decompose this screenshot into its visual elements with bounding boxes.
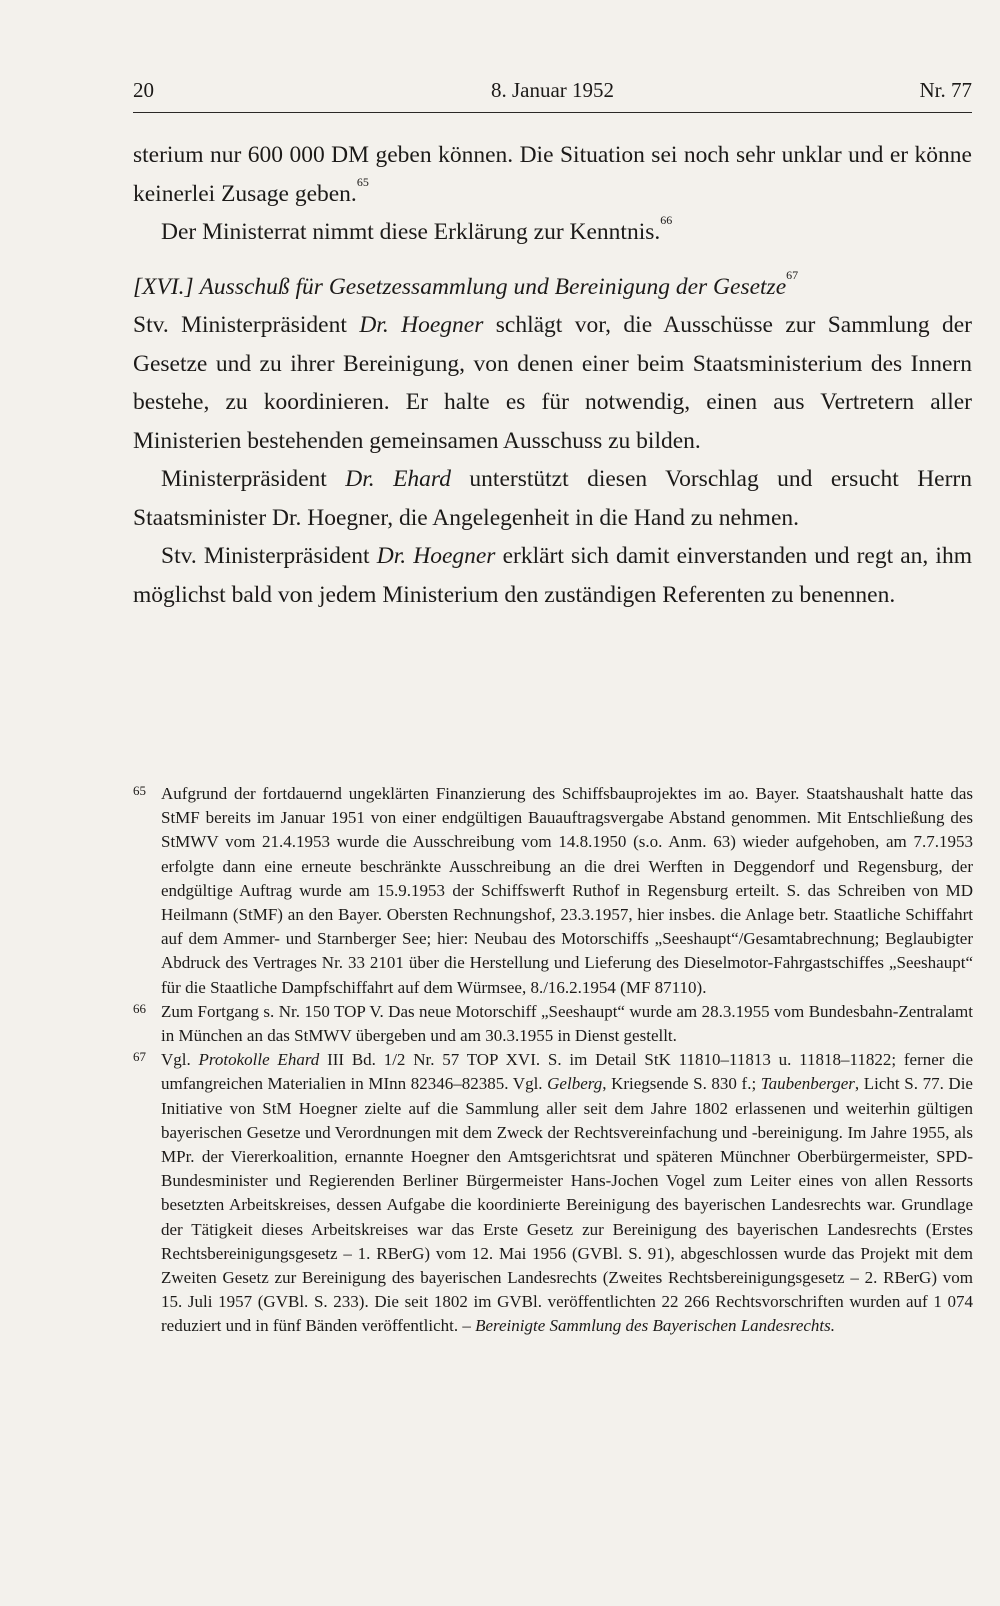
footnote-number: 67 (133, 1049, 146, 1065)
paragraph-text: unterstützt diesen Vorschlag und ersucht Herrn Staatsminister Dr. Hoegner, die Angelegenheit in die Hand zu nehmen. (133, 466, 972, 531)
paragraph (133, 537, 972, 614)
footnote-part-italic: Protokolle Ehard (198, 1050, 320, 1070)
footnote-part: , Licht S. 77. Die Initiative von StM Hoegner zielte auf die Sammlung aller seit dem Jahre 1802 erlassenen und weiterhin gültigen bayerischen Gesetze und Verordnungen mit dem Zweck der Rechtsvereinfachung und -bereinigung. Im Jahre 1955, als MPr. der Viererkoalition, ernannte Hoegner den Amtsgerichtsrat und späteren Münchner Oberbürgermeister, SPD-Bundesminister und Regierenden Berliner Bürgermeister Hans-Jochen Vogel zum Leiter eines von allen Ressorts besetzten Arbeitskreises, dessen Aufgabe die koordinierte Bereinigung des bayerischen Landesrechts war. Grundlage der Tätigkeit dieses Arbeitskreises war das Erste Gesetz zur Bereinigung des bayerischen Landesrechts (Erstes Rechtsbereinigungsgesetz – 1. RBerG) vom 12. Mai 1956 (GVBl. S. 91), abgeschlossen wurde das Projekt mit dem Zweiten Gesetz zur Bereinigung des bayerischen Landesrechts (Zweites Rechtsbereinigungsgesetz – 2. RBerG) vom 15. Juli 1957 (GVBl. S. 233). Die seit 1802 im GVBl. veröffentlichten 22 266 Rechtsvorschriften wurden auf 1 074 reduziert und in fünf Bänden veröffentlicht. – (161, 1074, 973, 1336)
paragraph-text: schlägt vor, die Ausschüsse zur Sammlung der Gesetze und zu ihrer Bereinigung, von denen einer beim Staatsministerium des Innern bestehe, zu koordinieren. Er halte es für notwendig, einen aus Vertretern aller Ministerien bestehenden gemeinsamen Ausschuss zu bilden. (133, 312, 972, 454)
paragraph-text: Stv. Ministerpräsident (133, 312, 360, 338)
paragraph (133, 460, 972, 537)
paragraph (133, 136, 972, 213)
header-date: 8. Januar 1952 (490, 78, 615, 102)
footnote (133, 782, 973, 1000)
heading-number: [XVI.] (133, 273, 194, 300)
footnote-text (161, 1048, 973, 1338)
footnote-part-italic: Taubenberger (760, 1074, 855, 1094)
footnote-part: , Kriegsende S. 830 f.; (602, 1074, 761, 1094)
footnote-text: Aufgrund der fortdauernd ungeklärten Finanzierung des Schiffsbauprojektes im ao. Bayer. Staatshaushalt hatte das StMF bereits im Januar 1951 von einer endgültigen Bauauftragsvergabe Abstand genommen. Mit Entschließung des StMWV vom 21.4.1953 wurde die Ausschreibung vom 14.8.1950 (s.o. Anm. 63) wieder aufgehoben, am 7.7.1953 erfolgte dann eine erneute beschränkte Ausschreibung an die drei Werften in Deggendorf und Regensburg, der endgültige Auftrag wurde am 15.9.1953 der Schiffswerft Ruthof in Regensburg erteilt. S. das Schreiben von MD Heilmann (StMF) an den Bayer. Obersten Rechnungshof, 23.3.1957, hier insbes. die Anlage betr. Staatliche Schiffahrt auf dem Ammer- und Starnberger See; hier: Neubau des Motorschiffs „Seeshaupt“/Gesamtabrechnung; Beglaubigter Abdruck des Vertrages Nr. 33 2101 über die Herstellung und Lieferung des Dieselmotor-Fahrgastschiffes „Seeshaupt“ für die Staatliche Dampfschiffahrt auf dem Würmsee, 8./16.2.1954 (MF 87110). (161, 784, 973, 997)
paragraph (133, 213, 972, 252)
footnote-ref[interactable]: 67 (786, 267, 799, 282)
footnote-number: 66 (133, 1000, 146, 1016)
speaker-name: Dr. Hoegner (376, 543, 496, 569)
footnote-text: Zum Fortgang s. Nr. 150 TOP V. Das neue Motorschiff „Seeshaupt“ wurde am 28.3.1955 vom Bundesbahn-Zentralamt in München an das StMWV übergeben und am 30.3.1955 in Dienst gestellt. (161, 1001, 973, 1046)
agenda-heading (133, 268, 972, 307)
footnote-part-italic: Gelberg (547, 1074, 603, 1094)
paragraph (133, 306, 972, 460)
running-header (133, 76, 972, 113)
footnote (133, 1000, 973, 1048)
footnotes (133, 782, 973, 1339)
page-number: 20 (133, 78, 154, 102)
speaker-name: Dr. Hoegner (359, 312, 484, 338)
paragraph-text: erklärt sich damit einverstanden und regt an, ihm möglichst bald von jedem Ministerium den zuständigen Referenten zu benennen. (133, 543, 972, 608)
footnote-part: III Bd. 1/2 Nr. 57 TOP XVI. S. im Detail StK 11810–11813 u. 11818–11822; ferner die umfangreichen Materialien in MInn 82346–82385. Vgl. (161, 1050, 974, 1094)
speaker-name: Dr. Ehard (345, 466, 451, 492)
paragraph-text: Stv. Ministerpräsident (161, 543, 377, 569)
paragraph-text: Ministerpräsident (161, 466, 346, 492)
paragraph-text: sterium nur 600 000 DM geben können. Die Situation sei noch sehr unklar und er könne keinerlei Zusage geben. (133, 142, 972, 207)
footnote-ref[interactable]: 65 (356, 174, 369, 189)
footnote-ref[interactable]: 66 (660, 213, 673, 227)
paragraph-text: Der Ministerrat nimmt diese Erklärung zur Kenntnis. (161, 219, 661, 245)
document-number: Nr. 77 (919, 78, 972, 102)
heading-title: Ausschuß für Gesetzessammlung und Bereinigung der Gesetze (199, 273, 787, 300)
footnote (133, 1048, 973, 1338)
main-text (133, 136, 972, 614)
footnote-part-italic: Bereinigte Sammlung des Bayerischen Landesrechts. (475, 1316, 836, 1336)
footnote-number: 65 (133, 783, 146, 798)
footnote-part: Vgl. (161, 1050, 199, 1070)
